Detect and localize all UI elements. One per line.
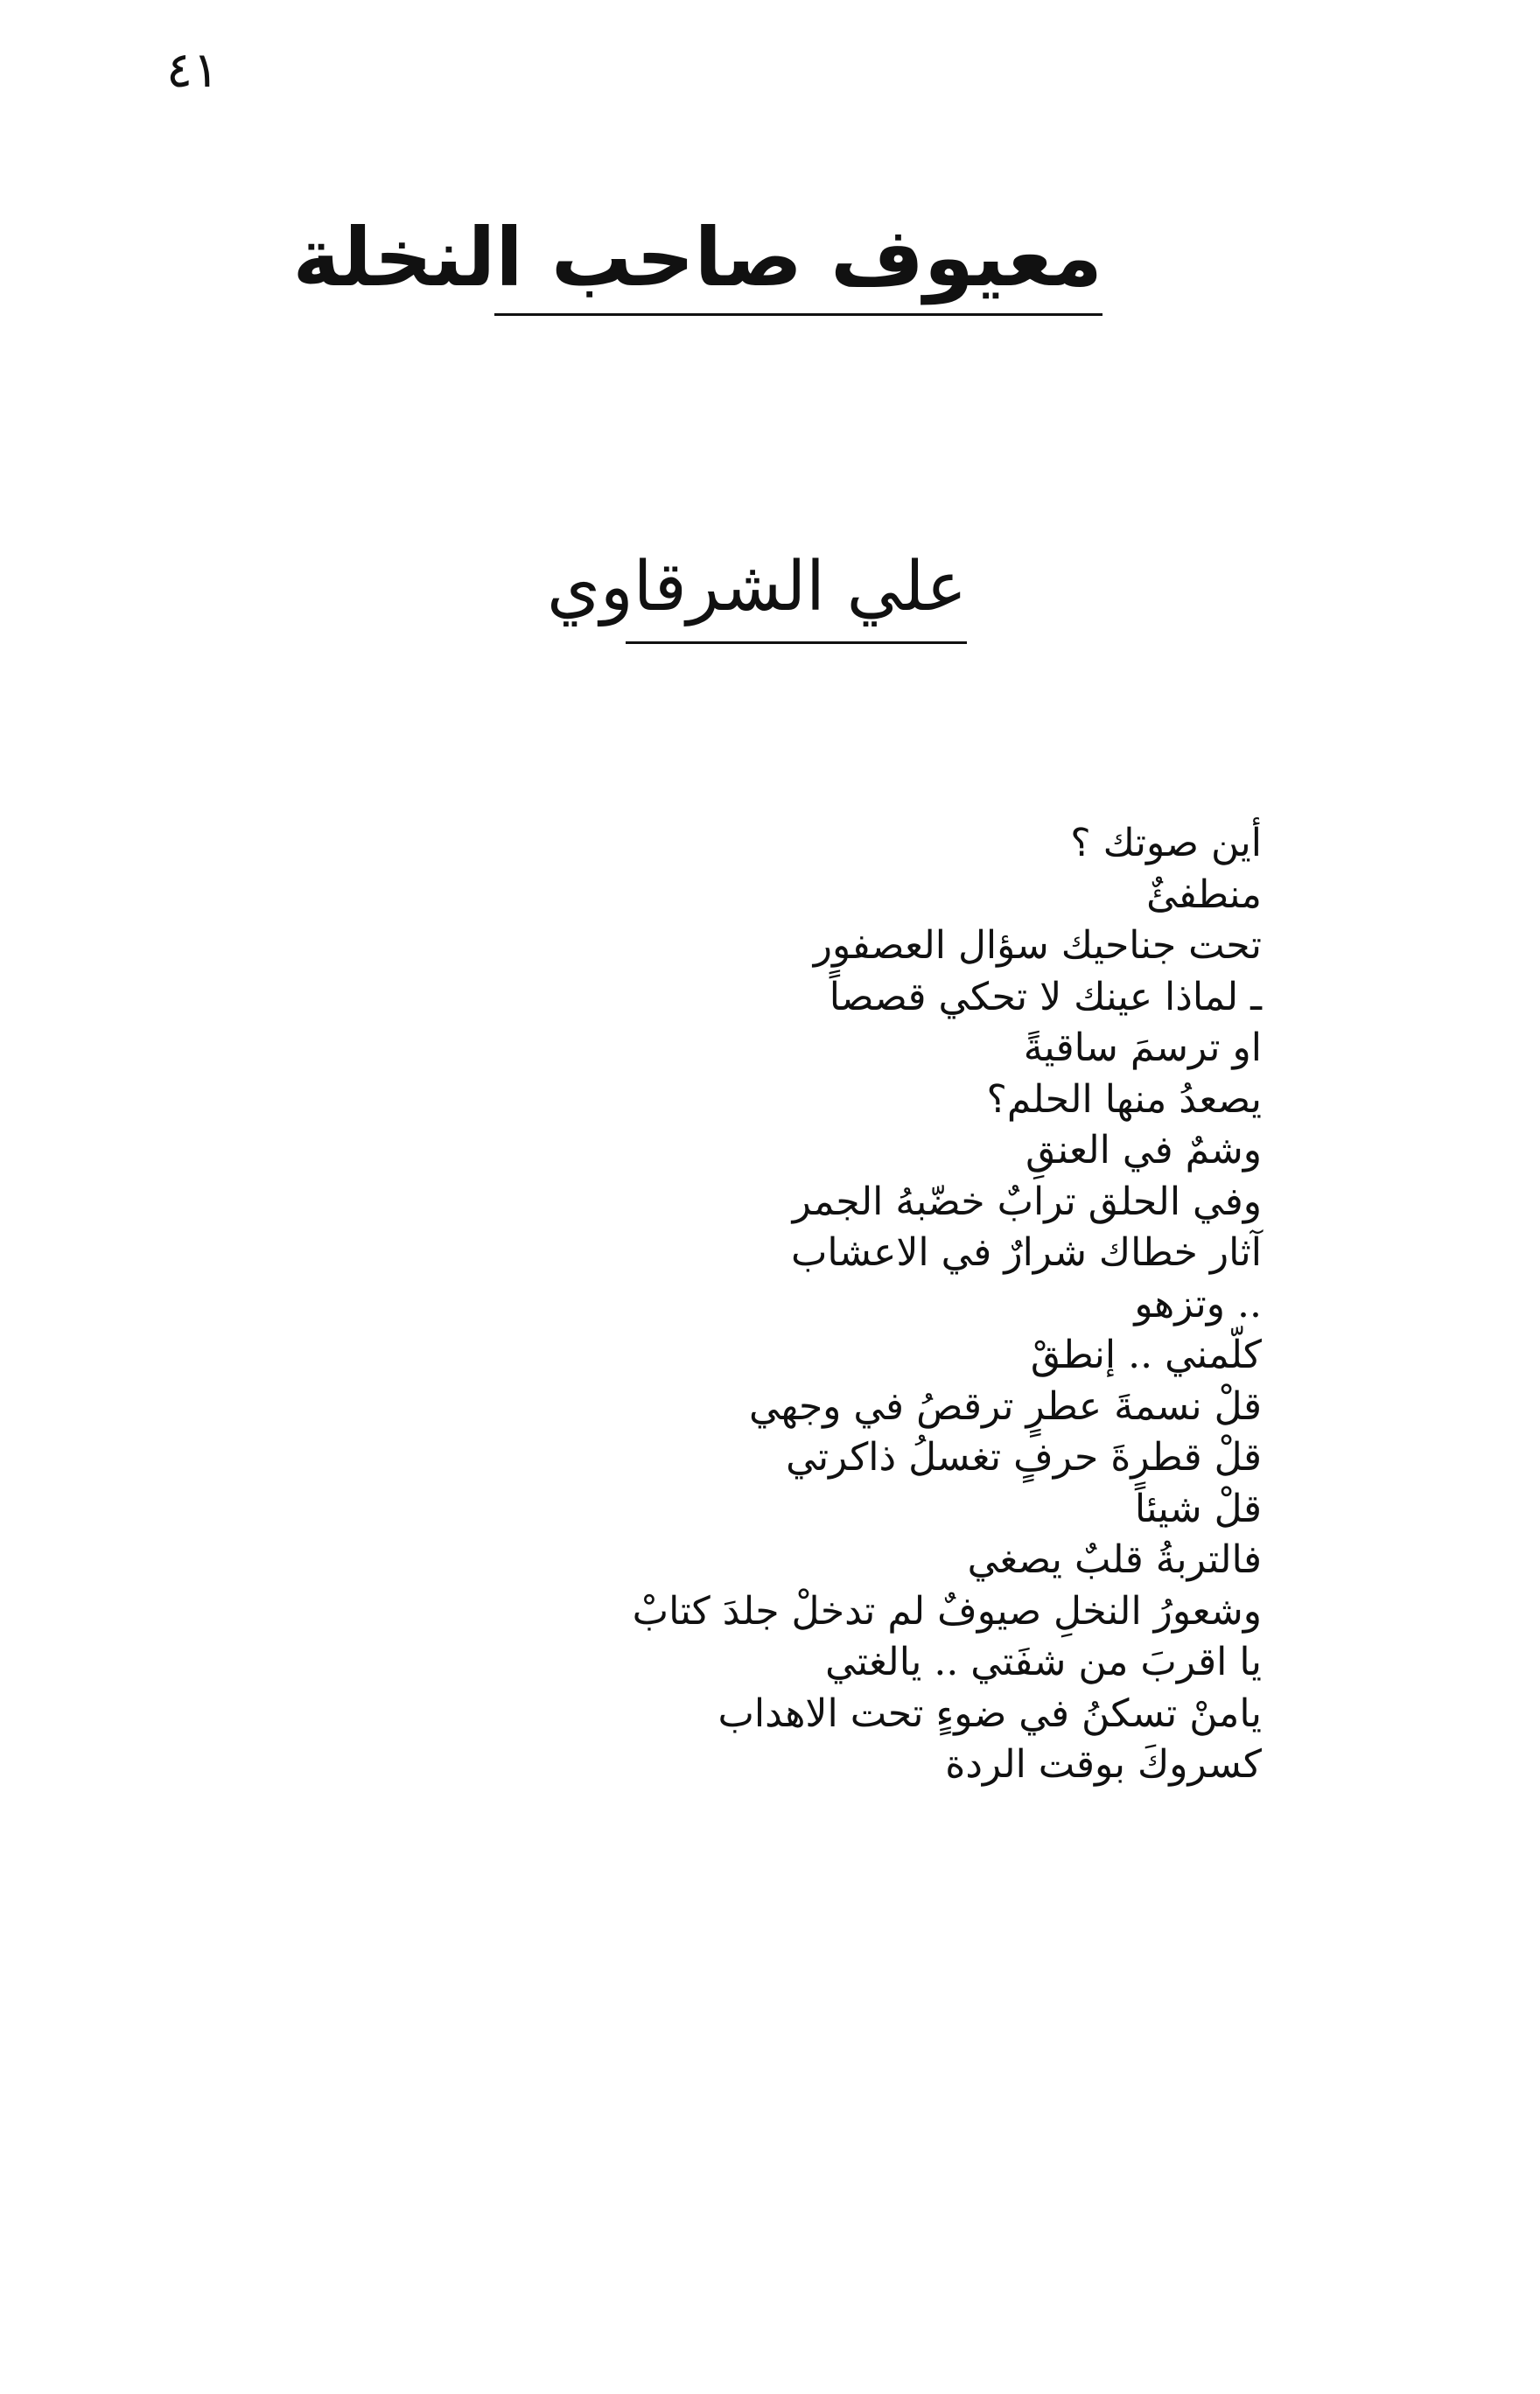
poem-line: كلّمني .. إنطقْ <box>1030 1333 1262 1377</box>
poem-line: كسروكَ بوقت الردة <box>945 1742 1262 1787</box>
poem-line: وشمٌ في العنقِ <box>1026 1128 1262 1172</box>
poem-line: منطفئٌ <box>1146 872 1262 917</box>
title-block <box>292 210 1102 316</box>
author-block <box>547 547 967 644</box>
poem-line: قلْ شيئاً <box>1134 1486 1262 1531</box>
poem-line: تحت جناحيك سؤال العصفور <box>813 923 1262 968</box>
title-underline <box>494 313 1102 316</box>
poem-line: او ترسمَ ساقيةً <box>1023 1026 1262 1070</box>
author-underline <box>626 641 967 644</box>
poem-title: معيوف صاحب النخلة <box>292 211 1102 304</box>
page-number: ٤١ <box>166 42 220 99</box>
poem-line: فالتربةُ قلبٌ يصغي <box>967 1537 1262 1582</box>
author-name: علي الشرقاوي <box>547 548 967 626</box>
poem-line: قلْ قطرةَ حرفٍ تغسلُ ذاكرتي <box>786 1435 1262 1480</box>
poem-line: قلْ نسمةَ عطرٍ ترقصُ في وجهي <box>748 1383 1262 1429</box>
poem-line: .. وتزهو <box>1134 1281 1262 1326</box>
poem-line: أين صوتك ؟ <box>1070 821 1262 865</box>
poem-line: وشعورُ النخلِ صيوفٌ لم تدخلْ جلدَ كتابْ <box>632 1588 1262 1634</box>
poem-body <box>597 818 1262 1791</box>
poem-line: يامنْ تسكنُ في ضوءٍ تحت الاهداب <box>718 1690 1262 1736</box>
poem-line: وفي الحلق ترابٌ خضّبهُ الجمر <box>792 1179 1262 1224</box>
poem-line: ـ لماذا عينك لا تحكي قصصاً <box>829 974 1262 1019</box>
poem-line: يصعدُ منها الحلم؟ <box>986 1076 1262 1122</box>
poem-line: آثار خطاك شرارٌ في الاعشاب <box>790 1230 1262 1275</box>
poem-line: يا اقربَ من شفَتي .. يالغتي <box>825 1640 1262 1684</box>
